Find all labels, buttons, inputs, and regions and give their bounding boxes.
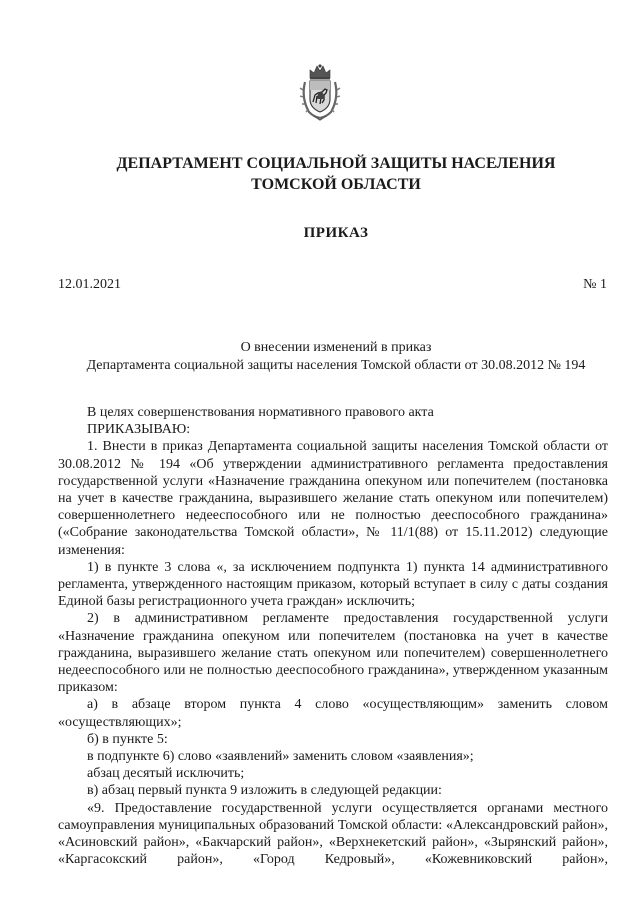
- paragraph-subitem-1: 1) в пункте 3 слова «, за исключением подпункта 1) пункта 14 административного регламента, утвержденного настоящим приказом, который вступает в силу с даты создания Единой базы регистрационного учета граждан» исключить;: [58, 559, 608, 610]
- order-subject: [0, 339, 640, 375]
- department-name: [0, 153, 640, 195]
- paragraph-subitem-b-1: в подпункте 6) слово «заявлений» заменить словом «заявления»;: [87, 749, 474, 765]
- department-name-line1: ДЕПАРТАМЕНТ СОЦИАЛЬНОЙ ЗАЩИТЫ НАСЕЛЕНИЯ: [116, 155, 556, 172]
- paragraph-purpose: В целях совершенствования нормативного правового акта: [87, 405, 434, 420]
- order-body: [58, 404, 608, 868]
- paragraph-subitem-b: б) в пункте 5:: [87, 731, 168, 747]
- document-type: ПРИКАЗ: [303, 225, 369, 241]
- paragraph-order-keyword: ПРИКАЗЫВАЮ:: [87, 422, 191, 438]
- order-date: 12.01.2021: [58, 277, 121, 292]
- paragraph-subitem-b-2: абзац десятый исключить;: [87, 766, 245, 782]
- tomsk-coat-of-arms-icon: [299, 62, 341, 122]
- paragraph-item-9-text: «9. Предоставление государственной услуги осуществляется органами местного самоуправления муниципальных образований Томской области: «Александровский район», «Асиновский район», «Бакчарский район», «Верхнекетский район», «Зырянский район», «Каргасокский район», «Город Кедровый», «Кожевниковский район»,: [58, 800, 608, 868]
- paragraph-subitem-a: а) в абзаце втором пункта 4 слово «осуществляющим» заменить словом «осуществляющих»;: [58, 697, 608, 730]
- order-number: № 1: [583, 277, 607, 292]
- order-subject-line2: Департамента социальной защиты населения Томской области от 30.08.2012 № 194: [86, 358, 586, 373]
- department-name-line2: ТОМСКОЙ ОБЛАСТИ: [251, 176, 421, 193]
- paragraph-subitem-2: 2) в административном регламенте предоставления государственной услуги «Назначение гражданина опекуном или попечителем (постановка на учет в качестве гражданина, выразившего желание стать опекуном или попечителем) совершеннолетнего недееспособного или не полностью дееспособного гражданина», утвержденном указанным приказом:: [58, 611, 608, 696]
- order-subject-line1: О внесении изменений в приказ: [240, 340, 432, 355]
- paragraph-item-1: 1. Внести в приказ Департамента социальной защиты населения Томской области от 30.08.2012 № 194 «Об утверждении административного регламента предоставления государственной услуги «Назначение гражданина опекуном или попечителем (постановка на учет в качестве гражданина, выразившего желание стать опекуном или попечителем) совершеннолетнего недееспособного или не полностью дееспособного гражданина» («Собрание законодательства Томской области», № 11/1(88) от 15.11.2012) следующие изменения:: [58, 439, 608, 558]
- paragraph-subitem-v: в) абзац первый пункта 9 изложить в следующей редакции:: [87, 783, 442, 799]
